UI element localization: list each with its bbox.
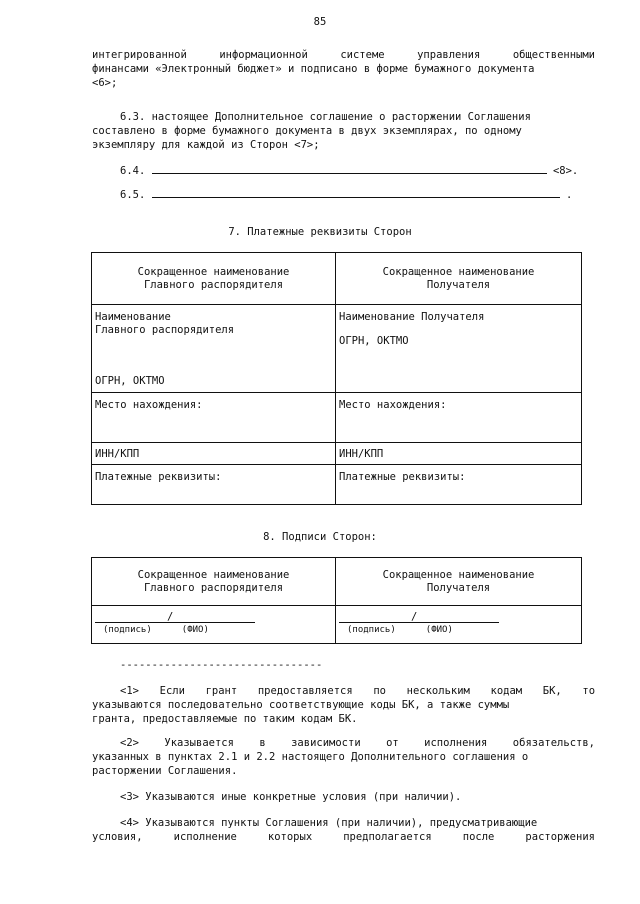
fn2-line-3: расторжении Соглашения. bbox=[92, 765, 238, 777]
word: Указывается bbox=[164, 737, 234, 749]
section-7-title: 7. Платежные реквизиты Сторон bbox=[228, 226, 412, 238]
header-line: Главного распорядителя bbox=[143, 278, 284, 291]
word: системе bbox=[340, 49, 385, 61]
header-line: Получателя bbox=[426, 581, 491, 594]
right-signature-line[interactable] bbox=[339, 612, 499, 623]
word: Если bbox=[159, 685, 185, 697]
p65-blank-line[interactable] bbox=[152, 187, 560, 198]
fn2-line-2: указанных в пунктах 2.1 и 2.2 настоящего Дополнительного соглашения о bbox=[92, 751, 529, 763]
right-signature-captions bbox=[339, 624, 578, 637]
intro-line-1 bbox=[92, 48, 595, 62]
word: то bbox=[582, 685, 596, 697]
right-ogrn-label: ОГРН, ОКТМО bbox=[339, 335, 409, 347]
signature-caption: (подпись) bbox=[347, 625, 396, 635]
word: информационной bbox=[219, 49, 308, 61]
p64-suffix: <8>. bbox=[552, 165, 579, 177]
word: интегрированной bbox=[92, 49, 187, 61]
p63-line-2: составлено в форме бумажного документа в двух экземплярах, по одному bbox=[92, 125, 522, 137]
footnote-1 bbox=[92, 684, 595, 726]
word: предполагается bbox=[343, 831, 432, 843]
header-line: Сокращенное наименование bbox=[382, 265, 535, 278]
table7-right-header bbox=[336, 253, 582, 305]
section-8-title: 8. Подписи Сторон: bbox=[263, 531, 377, 543]
left-signature-line[interactable] bbox=[95, 612, 255, 623]
table7-right-inn: ИНН/КПП bbox=[336, 443, 582, 465]
p65-label: 6.5. bbox=[120, 189, 146, 201]
payment-details-table bbox=[91, 252, 582, 505]
word: исполнение bbox=[173, 831, 237, 843]
p64-blank-line[interactable] bbox=[152, 163, 547, 174]
word: предоставляется bbox=[257, 685, 353, 697]
fn1-line-3: гранта, предоставляемые по таким кодам БК. bbox=[92, 713, 358, 725]
paragraph-6-4 bbox=[120, 163, 578, 178]
p63-line-3: экземпляру для каждой из Сторон <7>; bbox=[92, 139, 320, 151]
fn2-line-1 bbox=[92, 736, 595, 750]
word: обязательств, bbox=[512, 737, 595, 749]
word: БК, bbox=[542, 685, 562, 697]
right-name-label: Наименование Получателя bbox=[339, 311, 485, 323]
fn1-line-1 bbox=[92, 684, 595, 698]
fio-caption: (ФИО) bbox=[425, 625, 453, 635]
word: <1> bbox=[120, 685, 139, 697]
table7-left-payment: Платежные реквизиты: bbox=[92, 465, 336, 505]
footnote-4 bbox=[92, 816, 595, 844]
header-line: Главного распорядителя bbox=[143, 581, 284, 594]
word: нескольким bbox=[406, 685, 470, 697]
word: в bbox=[259, 737, 266, 749]
signatures-table bbox=[91, 557, 582, 644]
fn1-line-2: указываются последовательно соответствующие коды БК, а также суммы bbox=[92, 699, 510, 711]
table7-left-name-cell bbox=[92, 305, 336, 393]
table7-right-location: Место нахождения: bbox=[336, 393, 582, 443]
left-name-label: Наименование bbox=[95, 311, 171, 323]
table7-left-location: Место нахождения: bbox=[92, 393, 336, 443]
paragraph-6-5 bbox=[120, 187, 572, 202]
header-line: Сокращенное наименование bbox=[137, 568, 290, 581]
intro-line-2: финансами «Электронный бюджет» и подписано в форме бумажного документа bbox=[92, 63, 535, 75]
footnote-separator: -------------------------------- bbox=[120, 659, 323, 671]
intro-line-3: <6>; bbox=[92, 77, 118, 89]
signature-caption: (подпись) bbox=[103, 625, 152, 635]
table7-right-name-cell bbox=[336, 305, 582, 393]
word: кодам bbox=[490, 685, 523, 697]
table7-left-header bbox=[92, 253, 336, 305]
fio-caption: (ФИО) bbox=[181, 625, 209, 635]
page-number: 85 bbox=[313, 16, 327, 28]
paragraph-6-3 bbox=[92, 110, 595, 152]
fn4-line-2 bbox=[92, 830, 595, 844]
word: <2> bbox=[120, 737, 139, 749]
word: расторжения bbox=[525, 831, 595, 843]
word: которых bbox=[267, 831, 313, 843]
table8-right-signature bbox=[336, 606, 582, 644]
fn3-line: <3> Указываются иные конкретные условия (при наличии). bbox=[120, 791, 462, 803]
intro-paragraph bbox=[92, 48, 595, 90]
header-line: Сокращенное наименование bbox=[382, 568, 535, 581]
p65-suffix: . bbox=[565, 189, 573, 201]
table8-left-header bbox=[92, 558, 336, 606]
word: по bbox=[373, 685, 386, 697]
p64-label: 6.4. bbox=[120, 165, 146, 177]
footnote-3 bbox=[92, 790, 595, 804]
word: от bbox=[386, 737, 399, 749]
slash: / bbox=[167, 611, 174, 623]
table7-right-payment: Платежные реквизиты: bbox=[336, 465, 582, 505]
word: исполнения bbox=[424, 737, 488, 749]
left-ogrn-label: ОГРН, ОКТМО bbox=[95, 375, 165, 387]
word: после bbox=[462, 831, 495, 843]
table8-right-header bbox=[336, 558, 582, 606]
word: грант bbox=[205, 685, 238, 697]
word: зависимости bbox=[291, 737, 361, 749]
slash: / bbox=[411, 611, 418, 623]
table8-left-signature bbox=[92, 606, 336, 644]
left-signature-captions bbox=[95, 624, 332, 637]
left-name-label: Главного распорядителя bbox=[95, 324, 235, 336]
header-line: Сокращенное наименование bbox=[137, 265, 290, 278]
p63-line-1: 6.3. настоящее Дополнительное соглашение о расторжении Соглашения bbox=[120, 111, 531, 123]
word: условия, bbox=[92, 831, 143, 843]
table7-left-inn: ИНН/КПП bbox=[92, 443, 336, 465]
header-line: Получателя bbox=[426, 278, 491, 291]
fn4-line-1: <4> Указываются пункты Соглашения (при наличии), предусматривающие bbox=[120, 817, 538, 829]
footnote-2 bbox=[92, 736, 595, 778]
word: общественными bbox=[512, 49, 596, 61]
word: управления bbox=[417, 49, 481, 61]
